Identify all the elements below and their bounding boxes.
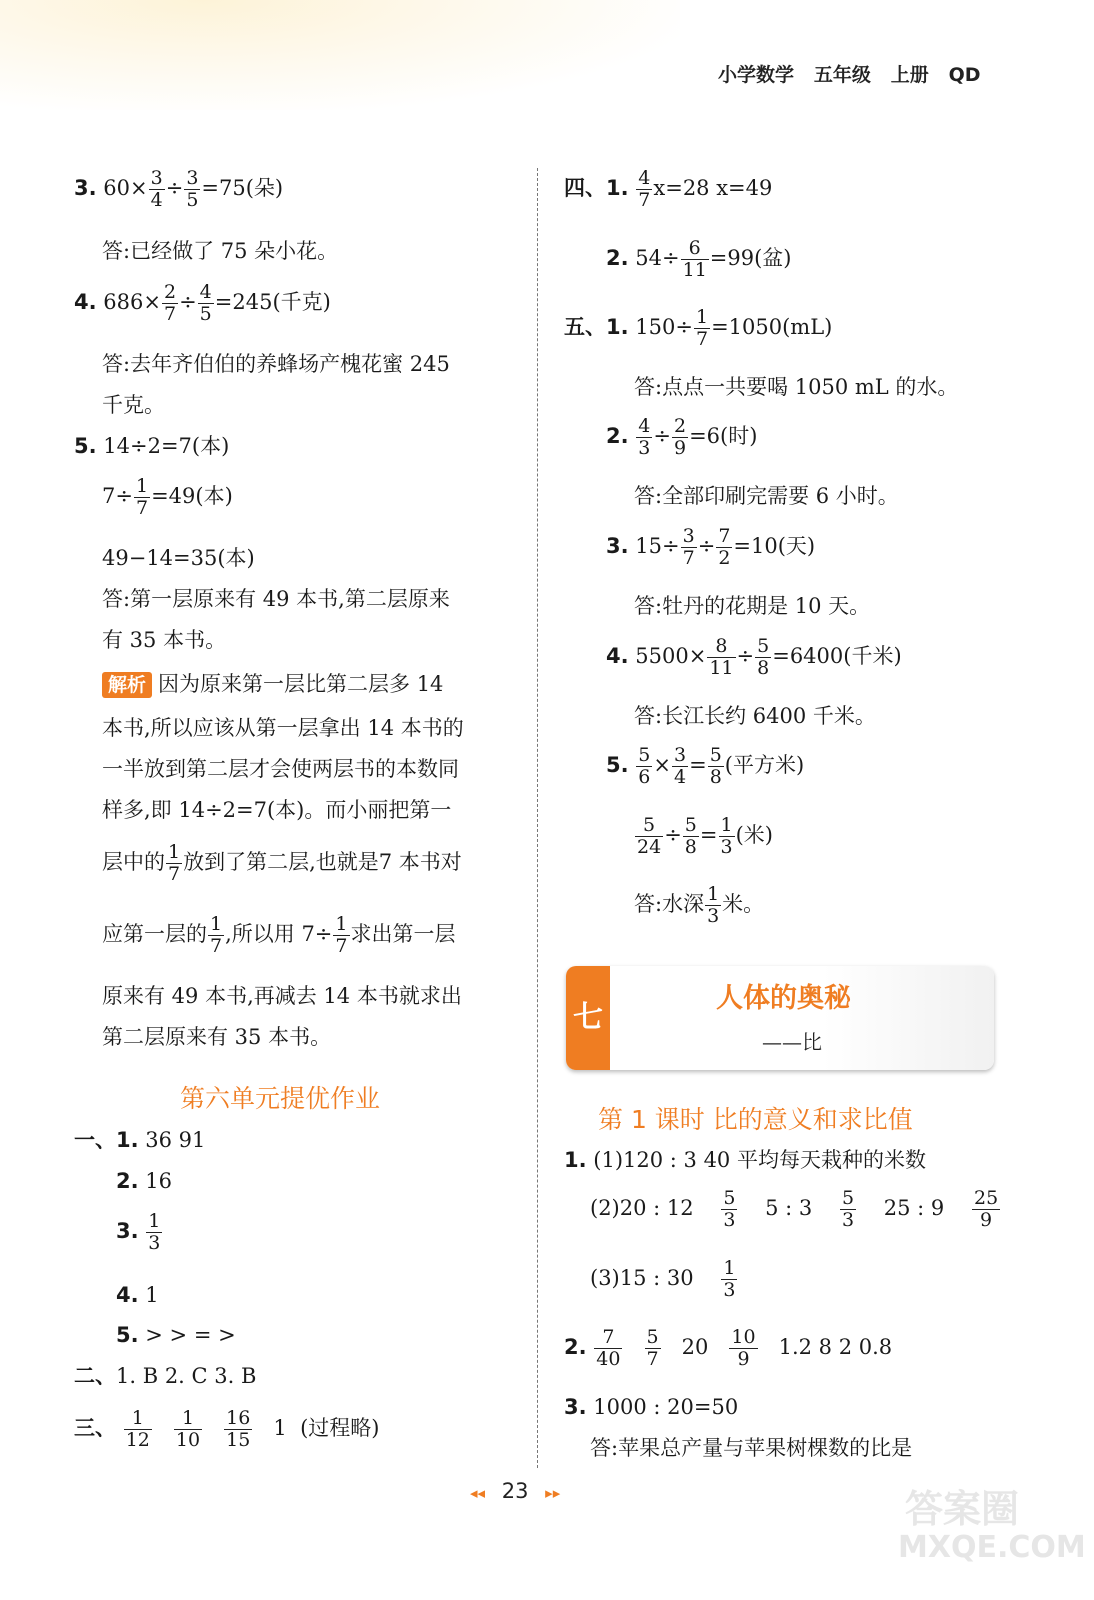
lesson-title: 第 1 课时 比的意义和求比值	[598, 1105, 913, 1134]
chapter-subtitle: ——比	[762, 1030, 822, 1054]
s1-item4: 4. 1	[116, 1283, 159, 1307]
fraction: $\frac{25}{9}$	[974, 1187, 999, 1231]
next-page-icon[interactable]: ▸▸	[545, 1484, 561, 1502]
fraction: $\frac{5}{3}$	[723, 1187, 736, 1231]
left-q5-line1: 5. 14÷2=7(本)	[74, 434, 230, 458]
fraction: $\frac{5}{8}$	[684, 814, 697, 858]
s1-item2: 2. 16	[116, 1169, 173, 1193]
analysis-line1: 解析 因为原来第一层比第二层多 14	[102, 669, 443, 699]
chapter-title: 人体的奥秘	[716, 983, 851, 1014]
s5-q5-line2: $\frac{5}{24}$ ÷ $\frac{5}{8}$ = $\frac{1}{3}$ (米)	[637, 814, 773, 858]
fraction: $\frac{1}{7}$	[168, 841, 181, 885]
fraction: $\frac{1}{3}$	[707, 883, 720, 927]
fraction: $\frac{3}{5}$	[186, 167, 199, 211]
fraction: $\frac{5}{6}$	[638, 744, 651, 788]
fraction: $\frac{4}{3}$	[638, 415, 651, 459]
s1-item5: 5. > > = >	[116, 1323, 236, 1347]
s4-q2: 2. 54÷ $\frac{6}{11}$ =99(盆)	[606, 237, 792, 281]
fraction: $\frac{1}{10}$	[175, 1407, 201, 1451]
left-q4-answer-2: 千克。	[102, 393, 165, 417]
s5-q3: 3. 15÷ $\frac{3}{7}$ ÷ $\frac{7}{2}$ =10(天)	[606, 525, 816, 569]
s2-line: 二、1. B 2. C 3. B	[74, 1364, 257, 1388]
prev-page-icon[interactable]: ◂◂	[470, 1484, 486, 1502]
fraction: $\frac{4}{5}$	[199, 281, 212, 325]
fraction: $\frac{2}{7}$	[163, 281, 177, 325]
s3-line: 三、 $\frac{1}{12}$ $\frac{1}{10}$ $\frac{16}{15}$ 1 (过程略)	[74, 1407, 380, 1451]
page-header	[718, 60, 981, 87]
left-q4: 4. 686× $\frac{2}{7}$ ÷ $\frac{4}{5}$ =245(千克)	[74, 281, 331, 325]
volume-label: 上册	[890, 64, 929, 86]
fraction: $\frac{5}{8}$	[757, 635, 770, 679]
s5-q2: 2. $\frac{4}{3}$ ÷ $\frac{2}{9}$ =6(时)	[606, 415, 758, 459]
fraction: $\frac{4}{7}$	[638, 167, 651, 211]
fraction: $\frac{1}{12}$	[125, 1407, 150, 1451]
fraction: $\frac{6}{11}$	[682, 237, 707, 281]
fraction: $\frac{1}{7}$	[210, 913, 223, 957]
analysis-line6: 应第一层的 $\frac{1}{7}$ ,所以用 7÷ $\frac{1}{7}$ 求出第一层	[102, 913, 456, 957]
s1-item1: 一、1. 36 91	[74, 1128, 206, 1152]
fraction: $\frac{1}{7}$	[695, 306, 709, 350]
left-q3: 3. 60× $\frac{3}{4}$ ÷ $\frac{3}{5}$ =75(朵)	[74, 167, 284, 211]
analysis-line7: 原来有 49 本书,再减去 14 本书就求出	[102, 984, 462, 1008]
fraction: $\frac{3}{4}$	[150, 167, 163, 211]
l1-a: 1. (1)120 : 3 40 平均每天栽种的米数	[564, 1148, 926, 1172]
fraction: $\frac{1}{3}$	[720, 814, 733, 858]
left-q5-line2: 7÷ $\frac{1}{7}$ =49(本)	[102, 475, 233, 519]
s5-q5: 5. $\frac{5}{6}$ × $\frac{3}{4}$ = $\frac{5}{8}$ (平方米)	[606, 744, 805, 788]
s5-q1: 五、1. 150÷ $\frac{1}{7}$ =1050(mL)	[564, 306, 833, 350]
analysis-line8: 第二层原来有 35 本书。	[102, 1025, 332, 1049]
analysis-tag: 解析	[102, 672, 152, 698]
fraction: $\frac{3}{4}$	[673, 744, 687, 788]
fraction: $\frac{5}{24}$	[637, 814, 662, 858]
l2-line: 2. $\frac{7}{40}$ $\frac{5}{7}$ 20 $\frac{10}{9}$ 1.2 8 2 0.8	[564, 1326, 893, 1370]
l1-b: (2)20 : 12 $\frac{5}{3}$ 5 : 3 $\frac{5}{3}$ 25 : 9 $\frac{25}{9}$	[590, 1187, 999, 1231]
fraction: $\frac{5}{3}$	[841, 1187, 855, 1231]
fraction: $\frac{16}{15}$	[226, 1407, 251, 1451]
fraction: $\frac{5}{8}$	[709, 744, 722, 788]
watermark-logo: 答案圈	[905, 1487, 1020, 1531]
fraction: $\frac{10}{9}$	[731, 1326, 756, 1370]
fraction: $\frac{5}{7}$	[646, 1326, 659, 1370]
s5-a3: 答:牡丹的花期是 10 天。	[634, 594, 871, 618]
left-q3-answer: 答:已经做了 75 朵小花。	[102, 239, 339, 263]
page-corner-tint	[0, 0, 680, 110]
fraction: $\frac{1}{3}$	[723, 1257, 736, 1301]
fraction: $\frac{2}{9}$	[673, 415, 687, 459]
page-number: 23	[501, 1479, 529, 1503]
left-q4-answer-1: 答:去年齐伯伯的养蜂场产槐花蜜 245	[102, 352, 450, 376]
fraction: $\frac{8}{11}$	[709, 635, 734, 679]
fraction: $\frac{7}{40}$	[596, 1326, 621, 1370]
page-navigator	[470, 1479, 560, 1503]
chapter-banner	[566, 966, 994, 1070]
s5-q4: 4. 5500× $\frac{8}{11}$ ÷ $\frac{5}{8}$ =6400(千米)	[606, 635, 902, 679]
s1-item3: 3. $\frac{1}{3}$	[116, 1210, 161, 1254]
edition-label: QD	[948, 64, 981, 86]
fraction: $\frac{3}{7}$	[682, 525, 695, 569]
fraction: $\frac{1}{7}$	[135, 475, 149, 519]
chapter-number: 七	[566, 966, 610, 1070]
analysis-line3: 一半放到第二层才会使两层书的本数同	[102, 757, 459, 781]
left-q5-line3: 49−14=35(本)	[102, 546, 255, 570]
watermark-url: MXQE.COM	[898, 1530, 1086, 1565]
left-q5-answer-2: 有 35 本书。	[102, 628, 227, 652]
fraction: $\frac{1}{7}$	[335, 913, 348, 957]
s5-a5: 答:水深 $\frac{1}{3}$ 米。	[634, 883, 765, 927]
fraction: $\frac{7}{2}$	[718, 525, 731, 569]
l3-answer: 答:苹果总产量与苹果树棵数的比是	[590, 1436, 913, 1460]
column-divider	[537, 168, 538, 1468]
unit-title: 第六单元提优作业	[180, 1084, 381, 1113]
analysis-line4: 样多,即 14÷2=7(本)。而小丽把第一	[102, 798, 452, 822]
subject-label: 小学数学	[718, 64, 795, 86]
l3-line: 3. 1000 : 20=50	[564, 1395, 739, 1419]
s4-q1: 四、1. $\frac{4}{7}$ x=28 x=49	[564, 167, 773, 211]
grade-label: 五年级	[813, 64, 871, 86]
left-q5-answer-1: 答:第一层原来有 49 本书,第二层原来	[102, 587, 450, 611]
s5-a2: 答:全部印刷完需要 6 小时。	[634, 484, 899, 508]
s5-a4: 答:长江长约 6400 千米。	[634, 704, 876, 728]
analysis-line5: 层中的 $\frac{1}{7}$ 放到了第二层,也就是7 本书对	[102, 841, 462, 885]
fraction: $\frac{1}{3}$	[148, 1210, 161, 1254]
analysis-line2: 本书,所以应该从第一层拿出 14 本书的	[102, 716, 464, 740]
l1-c: (3)15 : 30 $\frac{1}{3}$	[590, 1257, 736, 1301]
s5-a1: 答:点点一共要喝 1050 mL 的水。	[634, 375, 959, 399]
